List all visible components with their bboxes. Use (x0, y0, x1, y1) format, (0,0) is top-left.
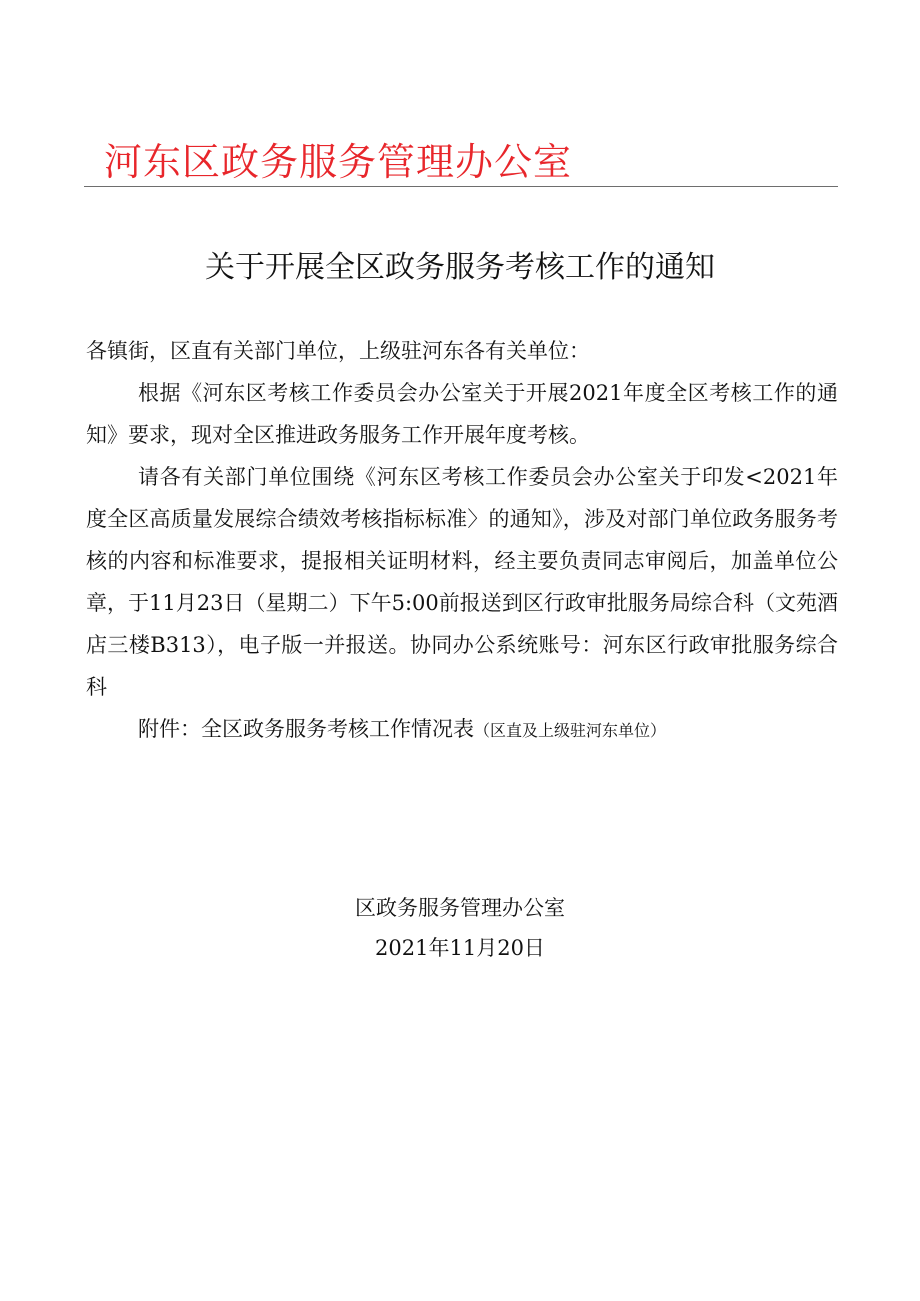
attachment-note: （区直及上级驻河东单位） (474, 721, 667, 740)
header-divider (84, 186, 838, 187)
organization-header: 河东区政务服务管理办公室 (104, 140, 573, 184)
issuer-name: 区政务服务管理办公室 (355, 896, 565, 920)
attachment-line (86, 708, 838, 752)
issue-date: 2021年11月20日 (375, 936, 545, 960)
document-body (86, 330, 838, 752)
salutation: 各镇街，区直有关部门单位，上级驻河东各有关单位： (86, 339, 590, 363)
document-title: 关于开展全区政务服务考核工作的通知 (205, 250, 715, 285)
paragraph-requirements: 请各有关部门单位围绕《河东区考核工作委员会办公室关于印发<2021年度全区高质量发展综合绩效考核指标标准〉的通知》，涉及对部门单位政务服务考核的内容和标准要求，提报相关证明材料，经主要负责同志审阅后，加盖单位公章，于11月23日（星期二）下午5:00前报送到区行政审批服务局综合科（文苑酒店三楼B313），电子版一并报送。协同办公系统账号：河东区行政审批服务综合科 (86, 465, 838, 699)
signature-block (0, 888, 920, 968)
paragraph-basis: 根据《河东区考核工作委员会办公室关于开展2021年度全区考核工作的通知》要求，现对全区推进政务服务工作开展年度考核。 (86, 381, 838, 447)
attachment-label: 附件：全区政务服务考核工作情况表 (138, 717, 474, 741)
